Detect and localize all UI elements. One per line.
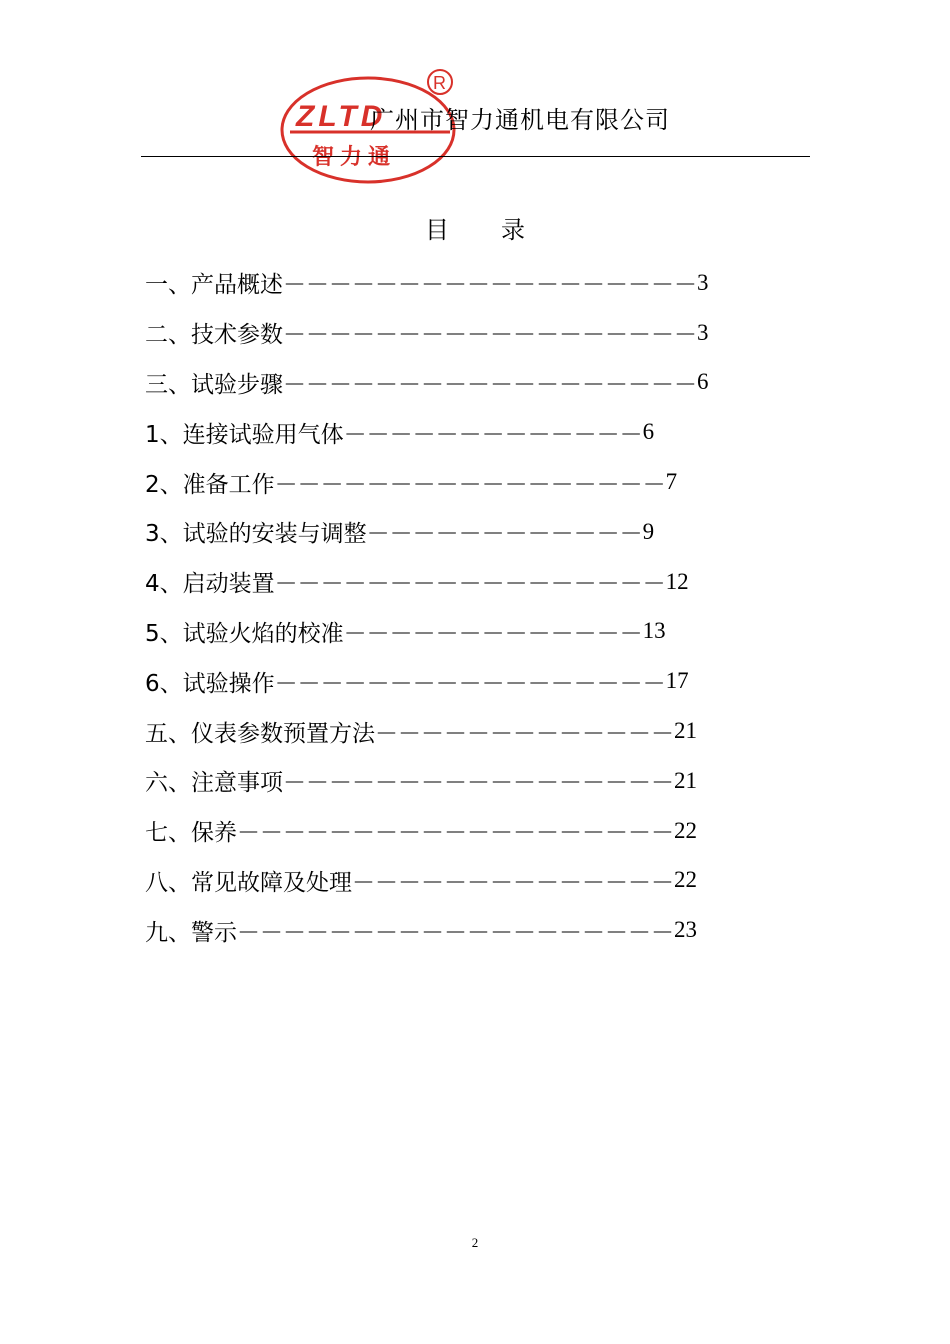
toc-entry-page: 17 bbox=[665, 668, 689, 694]
toc-entry-leader: －－－－－－－－－－－－ bbox=[366, 521, 643, 548]
toc-entry-leader: －－－－－－－－－－－－－－－－－－ bbox=[283, 322, 697, 349]
toc-entry[interactable] bbox=[145, 756, 715, 806]
toc-entry[interactable] bbox=[145, 706, 715, 756]
page-number: 2 bbox=[471, 1235, 479, 1250]
toc-entry-label: 2、准备工作 bbox=[145, 471, 275, 498]
toc-entry-label: 八、常见故障及处理 bbox=[145, 869, 352, 896]
toc-title-char-2: 录 bbox=[501, 216, 525, 244]
toc-entry-label: 七、保养 bbox=[145, 820, 237, 847]
toc-entry-page: 21 bbox=[674, 718, 697, 744]
toc-entry[interactable] bbox=[145, 557, 715, 607]
toc-entry-leader: －－－－－－－－－－－－－ bbox=[343, 421, 643, 448]
toc-entry-leader: －－－－－－－－－－－－－－－－－ bbox=[274, 670, 666, 697]
toc-entry-label: 1、连接试验用气体 bbox=[145, 421, 344, 448]
toc-title bbox=[0, 210, 950, 245]
toc-entry[interactable] bbox=[145, 656, 715, 706]
toc-entry-label: 六、注意事项 bbox=[145, 770, 283, 797]
toc-entry-leader: －－－－－－－－－－－－－ bbox=[343, 620, 643, 647]
toc-entry-page: 22 bbox=[674, 867, 697, 893]
toc-entry[interactable] bbox=[145, 407, 715, 457]
toc-entry-label: 二、技术参数 bbox=[145, 322, 283, 349]
toc-entry-label: 6、试验操作 bbox=[145, 670, 275, 697]
header-rule bbox=[141, 156, 810, 157]
toc-entry-leader: －－－－－－－－－－－－－－ bbox=[352, 869, 674, 896]
toc-entry-page: 7 bbox=[665, 469, 678, 495]
toc-entry-page: 22 bbox=[674, 817, 697, 843]
toc-entry[interactable] bbox=[145, 507, 715, 557]
toc-entry-label: 九、警示 bbox=[145, 919, 237, 946]
toc-entry-leader: －－－－－－－－－－－－－－－－－－－ bbox=[237, 820, 674, 847]
toc-entry-leader: －－－－－－－－－－－－－－－－－－－ bbox=[237, 919, 674, 946]
logo-subtext: 智力通 bbox=[312, 145, 397, 170]
toc-entry-page: 3 bbox=[697, 319, 709, 345]
toc-entry-leader: －－－－－－－－－－－－－ bbox=[375, 720, 674, 747]
toc-entry[interactable] bbox=[145, 856, 715, 906]
registered-mark-letter: R bbox=[433, 73, 446, 93]
toc-entry-label: 五、仪表参数预置方法 bbox=[145, 720, 375, 747]
toc-entry[interactable] bbox=[145, 607, 715, 657]
toc-entry-page: 13 bbox=[642, 618, 666, 644]
toc-entry-page: 9 bbox=[642, 518, 655, 544]
toc-entry-page: 3 bbox=[697, 269, 709, 295]
toc-entry-label: 三、试验步骤 bbox=[145, 371, 283, 398]
page-header bbox=[0, 0, 950, 200]
toc-entry-page: 12 bbox=[665, 568, 689, 594]
company-name: 广州市智力通机电有限公司 bbox=[370, 106, 670, 134]
toc-entry-leader: －－－－－－－－－－－－－－－－－－ bbox=[283, 272, 697, 299]
toc-entry-leader: －－－－－－－－－－－－－－－－－ bbox=[274, 571, 666, 598]
toc-entry-label: 5、试验火焰的校准 bbox=[145, 620, 344, 647]
toc-entry-leader: －－－－－－－－－－－－－－－－－ bbox=[283, 770, 674, 797]
toc-entry-page: 23 bbox=[674, 917, 697, 943]
toc-list bbox=[145, 258, 715, 955]
toc-entry-page: 21 bbox=[674, 767, 697, 793]
toc-title-char-1: 目 bbox=[425, 216, 449, 244]
toc-entry[interactable] bbox=[145, 258, 715, 308]
toc-entry-page: 6 bbox=[697, 369, 709, 395]
toc-entry-page: 6 bbox=[642, 419, 655, 445]
toc-entry-leader: －－－－－－－－－－－－－－－－－ bbox=[274, 471, 666, 498]
toc-entry[interactable] bbox=[145, 457, 715, 507]
toc-entry-label: 4、启动装置 bbox=[145, 571, 275, 598]
toc-entry[interactable] bbox=[145, 358, 715, 408]
logo-text: ZLTD bbox=[296, 100, 387, 133]
toc-entry-label: 3、试验的安装与调整 bbox=[145, 521, 367, 548]
toc-entry[interactable] bbox=[145, 905, 715, 955]
toc-entry-leader: －－－－－－－－－－－－－－－－－－ bbox=[283, 371, 697, 398]
toc-entry[interactable] bbox=[145, 308, 715, 358]
toc-entry[interactable] bbox=[145, 806, 715, 856]
toc-entry-label: 一、产品概述 bbox=[145, 272, 283, 299]
